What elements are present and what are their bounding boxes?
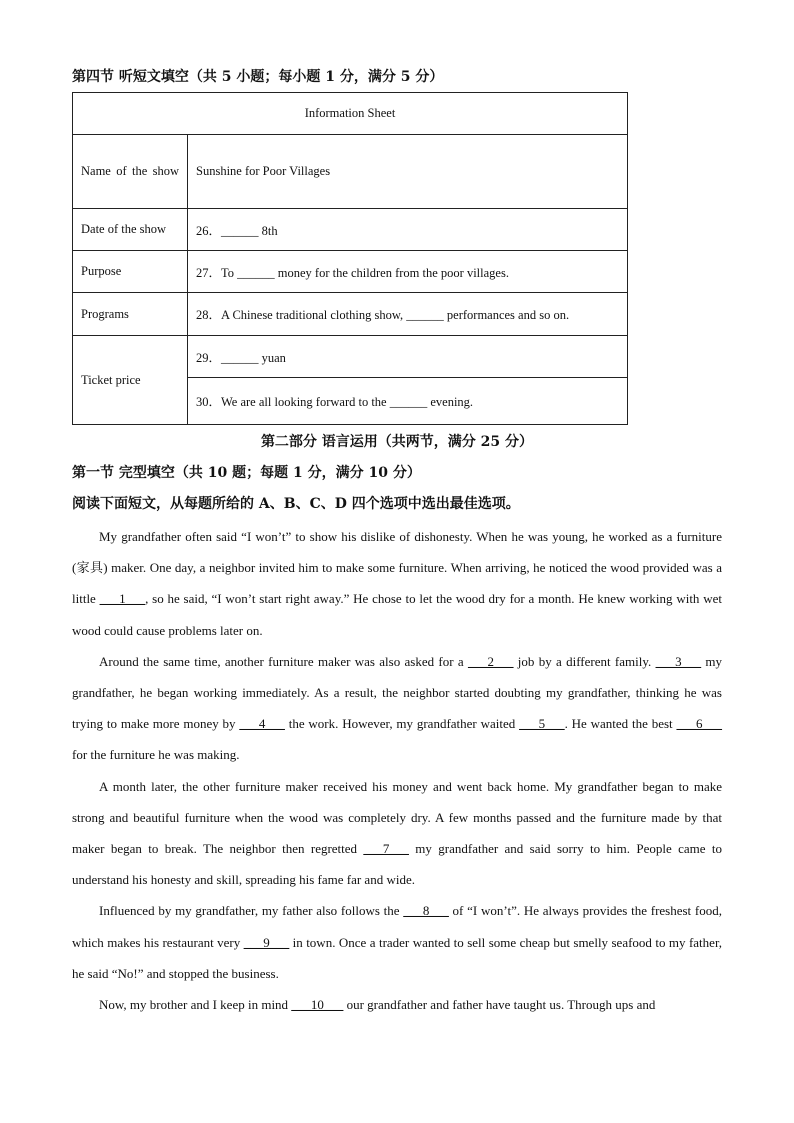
table-row: [73, 135, 628, 209]
paragraph: A month later, the other furniture maker received his money and went back home. My grandfather began to make strong and beautiful furniture when the wood was completely dry. A few months passed and the furniture made by that maker began to break. The neighbor then regretted ___7___ my grandfather and said sorry to him. People came to understand his honesty and skill, spreading his fame far and wide.: [72, 778, 723, 888]
row-label: Date of the show: [73, 209, 188, 251]
table-row: [73, 293, 628, 336]
row-value: Sunshine for Poor Villages: [188, 135, 628, 209]
row-label: Ticket price: [73, 336, 188, 425]
part2-heading: 第二部分 语言运用（共两节，满分 25 分）: [260, 434, 534, 450]
paragraph: Now, my brother and I keep in mind ___10___ our grandfather and father have taught us. Through ups and: [99, 997, 656, 1013]
row-value: 28．A Chinese traditional clothing show, ______ performances and so on.: [188, 293, 628, 336]
section1-heading: 第一节 完型填空（共 10 题；每题 1 分，满分 10 分）: [72, 465, 421, 481]
paragraph: Influenced by my grandfather, my father also follows the ___8___ of “I won’t”. He always provides the freshest food, which makes his restaurant very ___9___ in town. Once a trader wanted to sell some cheap but smelly seafood to my father, he said “No!” and stopped the business.: [72, 903, 722, 981]
table-row: [73, 251, 628, 293]
blank-6: ___6___: [676, 716, 722, 732]
blank-9: ___9___: [243, 934, 290, 950]
table-title: Information Sheet: [73, 93, 628, 135]
blank-5: ___5___: [519, 716, 565, 732]
information-sheet-table: [72, 92, 628, 425]
instruction: 阅读下面短文，从每题所给的 A、B、C、D 四个选项中选出最佳选项。: [72, 496, 520, 512]
blank-1: ___1___: [99, 591, 146, 607]
blank-8: ___8___: [403, 903, 449, 919]
row-value: 27．To ______ money for the children from the poor villages.: [188, 251, 628, 293]
table-title-row: [73, 93, 628, 135]
paragraph: My grandfather often said “I won’t” to show his dislike of dishonesty. When he was young, he worked as a furniture (家具) maker. One day, a neighbor invited him to make some furniture. When arriving, he noticed the wood provided was a little ___1___, so he said, “I won’t start right away.” He chose to let the wood dry for a month. He knew working with wet wood could cause problems later on.: [72, 529, 722, 638]
table-row: [73, 209, 628, 251]
blank-4: ___4___: [239, 716, 285, 732]
paragraph: Around the same time, another furniture maker was also asked for a ___2___ job by a different family. ___3___ my grandfather, he began working immediately. As a result, the neighbor started doubting my grandfather, thinking he was trying to make more money by ___4___ the work. However, my grandfather waited ___5___. He wanted the best ___6___ for the furniture he was making.: [72, 653, 722, 763]
row-label: Programs: [73, 293, 188, 336]
section4-heading: 第四节 听短文填空（共 5 小题；每小题 1 分，满分 5 分）: [72, 69, 444, 85]
row-value: 26．______ 8th: [188, 209, 628, 251]
row-label: Purpose: [73, 251, 188, 293]
table-row: [73, 336, 628, 378]
blank-2: ___2___: [467, 653, 514, 669]
row-value: 29．______ yuan: [188, 336, 628, 378]
blank-7: ___7___: [363, 841, 409, 857]
row-label: Name of the show: [73, 135, 188, 209]
row-value: 30．We are all looking forward to the ______ evening.: [188, 378, 628, 425]
blank-3: ___3___: [655, 653, 702, 669]
cloze-passage: [72, 521, 722, 1020]
blank-10: ___10___: [291, 997, 344, 1013]
